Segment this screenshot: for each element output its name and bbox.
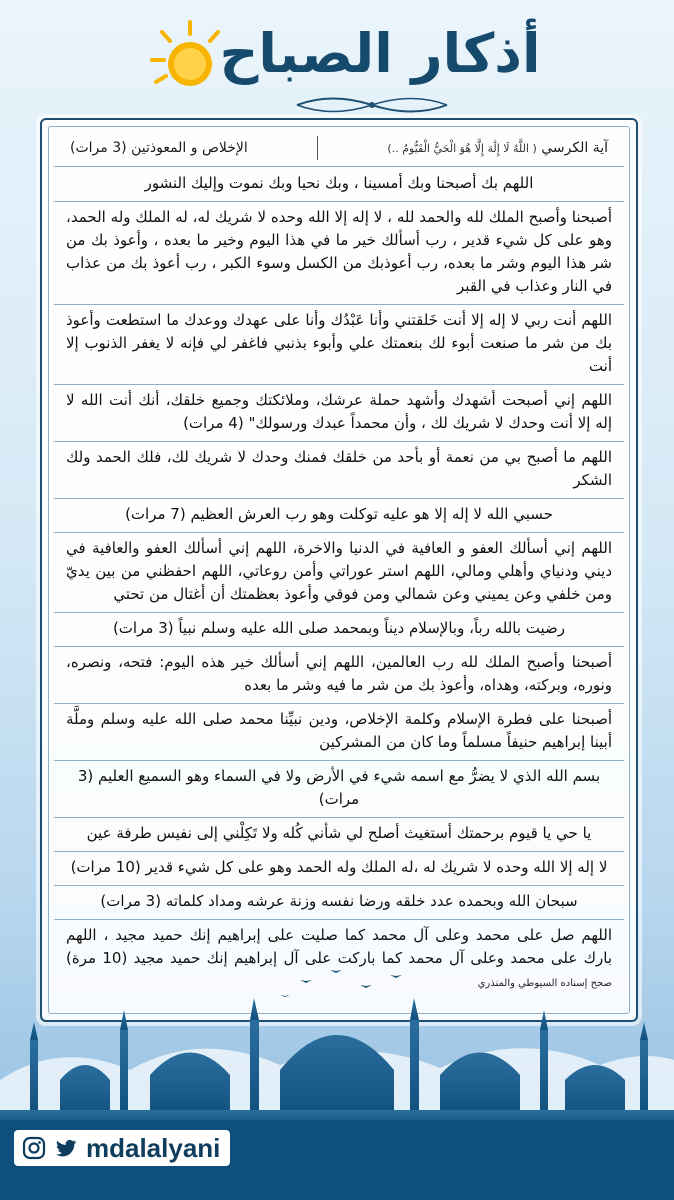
ikhlas-cell: الإخلاص و المعوذتين (3 مرات)	[70, 140, 248, 156]
dhikr-item: اللهم إني أصبحت أشهدك وأشهد حملة عرشك، وملائكتك وجميع خلقك، أنك أنت الله لا إله إلا أنت وحدك لا شريك لك ، وأن محمداً عبدك ورسولك" (4 مرات)	[54, 385, 624, 442]
page-title: أذكار الصباح	[219, 22, 541, 85]
salawat-text: اللهم صل على محمد وعلى آل محمد كما صليت على إبراهيم إنك حميد مجيد ، اللهم بارك على محمد وعلى آل محمد كما باركت على آل إبراهيم إنك حميد مجيد (10 مرة)	[66, 926, 612, 967]
adhkar-panel	[40, 118, 638, 1022]
handle-text: mdalalyani	[86, 1132, 221, 1163]
dhikr-item: اللهم بك أصبحنا وبك أمسينا ، وبك نحيا وبك نموت وإليك النشور	[54, 168, 624, 202]
twitter-icon[interactable]	[54, 1136, 78, 1160]
divider	[317, 136, 318, 160]
header	[0, 0, 674, 120]
dhikr-item: اللهم ما أصبح بي من نعمة أو بأحد من خلقك فمنك وحدك لا شريك لك، فلك الحمد ولك الشكر	[54, 442, 624, 499]
dhikr-item: سبحان الله وبحمده عدد خلقه ورضا نفسه وزنة عرشه ومداد كلماته (3 مرات)	[54, 886, 624, 920]
dhikr-item: أصبحنا على فطرة الإسلام وكلمة الإخلاص، ودين نبيِّنا محمد صلى الله عليه وسلم وملَّة أبينا إبراهيم حنيفاً مسلماً وما كان من المشركين	[54, 704, 624, 761]
dhikr-item: بسم الله الذي لا يضرُّ مع اسمه شيء في الأرض ولا في السماء وهو السميع العليم (3 مرات)	[54, 761, 624, 818]
dhikr-item: اللهم إني أسألك العفو و العافية في الدنيا والاخرة، اللهم إني أسألك العفو والعافية في ديني ودنياي وأهلي ومالي، اللهم استر عوراتي وأمن روعاتي، اللهم احفظني من بين يديّ ومن خلفي وعن يميني وعن شمالي ومن فوقي وأعوذ بعظمتك أن أغتال من تحتي	[54, 533, 624, 613]
mosque-skyline	[0, 960, 674, 1130]
instagram-icon[interactable]	[22, 1136, 46, 1160]
ornament-divider	[292, 92, 452, 118]
dhikr-item: لا إله إلا الله وحده لا شريك له ،له الملك وله الحمد وهو على كل شيء قدير (10 مرات)	[54, 852, 624, 886]
dhikr-item: يا حي يا قيوم برحمتك أستغيث أصلح لي شأني كُله ولا تَكِلْني إلى نفيس طرفة عين	[54, 818, 624, 852]
dhikr-list	[54, 168, 624, 1010]
social-handle[interactable]	[14, 1130, 230, 1166]
ayat-kursi-snippet: ( اللَّهُ لَا إِلَٰهَ إِلَّا هُوَ الْحَيُّ الْقَيُّومُ ..)	[387, 142, 537, 155]
dhikr-item: رضيت بالله رباً، وبالإسلام ديناً وبمحمد صلى الله عليه وسلم نبياً (3 مرات)	[54, 613, 624, 647]
dhikr-item: أصبحنا وأصبح الملك لله رب العالمين، اللهم إني أسألك خير هذه اليوم: فتحه، ونصره، ونوره، وبركته، وهداه، وأعوذ بك من شر ما فيه وشر ما بعده	[54, 647, 624, 704]
source-note: صحح إسناده السيوطي والمنذري	[477, 978, 612, 989]
dhikr-item: حسبي الله لا إله إلا هو عليه توكلت وهو رب العرش العظيم (7 مرات)	[54, 499, 624, 533]
top-row	[54, 130, 624, 167]
dhikr-item: اللهم أنت ربي لا إله إلا أنت خَلقتني وأنا عَبْدُك وأنا على عهدك ووعدك ما استطعت وأعوذ بك من شر ما صنعت أبوء لك بنعمتك علي وأبوء بذنبي فاغفر لي فإنه لا يغفر الذنوب إلا أنت	[54, 305, 624, 385]
dhikr-item: أصبحنا وأصبح الملك لله والحمد لله ، لا إله إلا الله وحده لا شريك له، له الملك وله الحمد، وهو على كل شيء قدير ، رب أسألك خير ما في هذا اليوم وخير ما بعده ، وأعوذ بك من شر هذا اليوم وشر ما بعده، رب أعوذبك من الكسل وسوء الكبر ، رب أعوذ بك من عذاب في النار وعذاب في القبر	[54, 202, 624, 305]
ayat-kursi-label: آية الكرسي	[541, 140, 608, 156]
ayat-kursi-cell	[371, 140, 624, 156]
